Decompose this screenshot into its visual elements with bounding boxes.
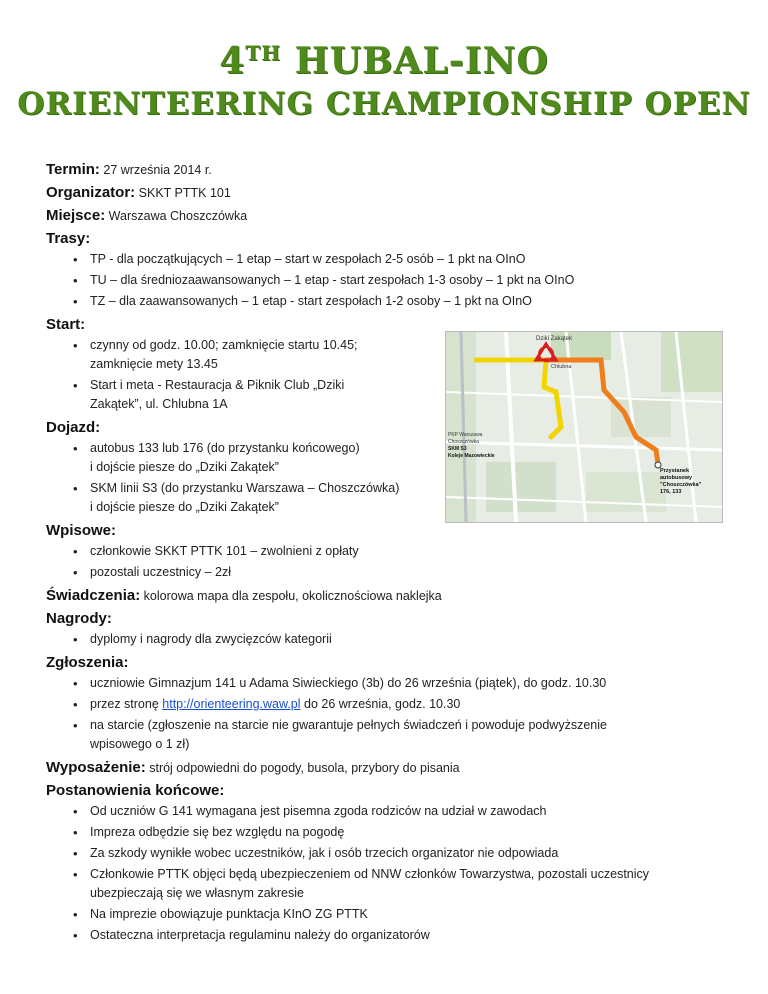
trasy-list — [46, 250, 726, 311]
svg-text:Koleje Mazowieckie: Koleje Mazowieckie — [448, 453, 495, 459]
zgloszenia-item2-pre: przez stronę — [90, 697, 163, 711]
list-item: • Od uczniów G 141 wymagana jest pisemna zgoda rodziców na udział w zawodach — [46, 802, 726, 821]
postanowienia-item4-line2: ubezpieczają się we własnym zakresie — [90, 886, 304, 900]
list-item: • pozostali uczestnicy – 2zł — [46, 563, 726, 582]
organizator-value: SKKT PTTK 101 — [135, 186, 231, 200]
list-item: • TU – dla średniozaawansowanych – 1 etap - start zespołach 1-3 osoby – 1 pkt na OInO — [46, 271, 726, 290]
svg-text:SKM S3: SKM S3 — [448, 446, 467, 452]
trasy-label: Trasy: — [46, 230, 91, 247]
title-superscript: TH — [245, 41, 282, 65]
postanowienia-label: Postanowienia końcowe: — [46, 782, 225, 799]
termin-row — [46, 160, 726, 180]
postanowienia-item4-line1: • Członkowie PTTK objęci będą ubezpieczeniem od NNW członków Towarzystwa, pozostali uczestnicy — [90, 867, 650, 881]
list-item: • uczniowie Gimnazjum 141 u Adama Siwieckiego (3b) do 26 września (piątek), do godz. 10.30 — [46, 674, 726, 693]
wpisowe-label: Wpisowe: — [46, 522, 116, 539]
zgloszenia-section — [46, 653, 726, 754]
termin-value: 27 września 2014 r. — [99, 163, 212, 177]
list-item — [46, 336, 450, 374]
list-item: • TP - dla początkujących – 1 etap – start w zespołach 2-5 osób – 1 pkt na OInO — [46, 250, 726, 269]
list-item — [46, 695, 726, 714]
postanowienia-list — [46, 802, 726, 945]
list-item — [46, 716, 726, 754]
list-item — [46, 439, 450, 477]
start-item2-line1: • Start i meta - Restauracja & Piknik Club „Dziki — [90, 378, 345, 392]
svg-text:Choszczówka: Choszczówka — [448, 439, 479, 445]
start-item2-line2: Zakątek”, ul. Chlubna 1A — [90, 397, 228, 411]
list-item: • Za szkody wynikłe wobec uczestników, jak i osób trzecich organizator nie odpowiada — [46, 844, 726, 863]
map-svg — [446, 332, 722, 522]
map-label-warszawa: PKP Warszawa — [448, 432, 483, 438]
map-label-dziki: Dziki Zakątek — [536, 336, 573, 342]
list-item — [46, 479, 450, 517]
dojazd-item1-line2: i dojście piesze do „Dziki Zakątek” — [90, 460, 279, 474]
wpisowe-section — [46, 521, 726, 582]
list-item — [46, 376, 450, 414]
zgloszenia-item3-line1: • na starcie (zgłoszenie na starcie nie gwarantuje pełnych świadczeń i powoduje podwyższenie — [90, 718, 607, 732]
list-item: • Ostateczna interpretacja regulaminu należy do organizatorów — [46, 926, 726, 945]
map-label-chlubna: Chlubna — [551, 364, 572, 370]
zgloszenia-list — [46, 674, 726, 754]
zgloszenia-item2-post: do 26 września, godz. 10.30 — [300, 697, 461, 711]
nagrody-label: Nagrody: — [46, 610, 112, 627]
dojazd-item1-line1: • autobus 133 lub 176 (do przystanku końcowego) — [90, 441, 360, 455]
list-item — [46, 865, 726, 903]
organizator-row — [46, 183, 726, 203]
wpisowe-list — [46, 542, 726, 582]
list-item: • Impreza odbędzie się bez względu na pogodę — [46, 823, 726, 842]
dojazd-label: Dojazd: — [46, 419, 101, 436]
swiadczenia-value: kolorowa mapa dla zespołu, okolicznościowa naklejka — [140, 589, 442, 603]
miejsce-row — [46, 206, 726, 226]
organizator-label: Organizator: — [46, 184, 136, 201]
termin-label: Termin: — [46, 161, 100, 178]
dojazd-item2-line1: • SKM linii S3 (do przystanku Warszawa – Choszczówka) — [90, 481, 400, 495]
miejsce-label: Miejsce: — [46, 207, 106, 224]
title-line2: ORIENTEERING CHAMPIONSHIP OPEN — [17, 86, 751, 122]
list-item: • dyplomy i nagrody dla zwycięzców kategorii — [46, 630, 726, 649]
postanowienia-section — [46, 781, 726, 945]
document-body — [46, 160, 726, 949]
start-item1-line1: • czynny od godz. 10.00; zamknięcie startu 10.45; — [90, 338, 358, 352]
title-event-name: HUBAL-INO — [281, 40, 549, 82]
nagrody-list — [46, 630, 726, 649]
wyposazenie-row — [46, 758, 726, 778]
start-label: Start: — [46, 316, 86, 333]
dojazd-item2-line2: i dojście piesze do „Dziki Zakątek” — [90, 500, 279, 514]
location-map — [445, 331, 723, 523]
list-item: • członkowie SKKT PTTK 101 – zwolnieni z opłaty — [46, 542, 726, 561]
swiadczenia-row — [46, 586, 726, 606]
swiadczenia-label: Świadczenia: — [46, 587, 141, 604]
list-item: • TZ – dla zaawansowanych – 1 etap - start zespołach 1-2 osoby – 1 pkt na OInO — [46, 292, 726, 311]
start-item1-line2: zamknięcie mety 13.45 — [90, 357, 218, 371]
title-line1 — [0, 40, 768, 82]
list-item: • Na imprezie obowiązuje punktacja KInO ZG PTTK — [46, 905, 726, 924]
svg-text:Przystanek: Przystanek — [660, 468, 690, 474]
miejsce-value: Warszawa Choszczówka — [105, 209, 248, 223]
trasy-section — [46, 229, 726, 311]
zgloszenia-label: Zgłoszenia: — [46, 654, 129, 671]
zgloszenia-item3-line2: wpisowego o 1 zł) — [90, 737, 190, 751]
registration-link[interactable]: http://orienteering.waw.pl — [162, 697, 301, 711]
wyposazenie-label: Wyposażenie: — [46, 759, 146, 776]
title-number: 4 — [219, 40, 246, 82]
svg-text:autobusowy: autobusowy — [660, 475, 693, 481]
nagrody-section — [46, 609, 726, 649]
wyposazenie-value: strój odpowiedni do pogody, busola, przybory do pisania — [145, 761, 460, 775]
svg-text:176, 133: 176, 133 — [660, 489, 682, 495]
svg-text:"Choszczówka": "Choszczówka" — [660, 482, 702, 488]
